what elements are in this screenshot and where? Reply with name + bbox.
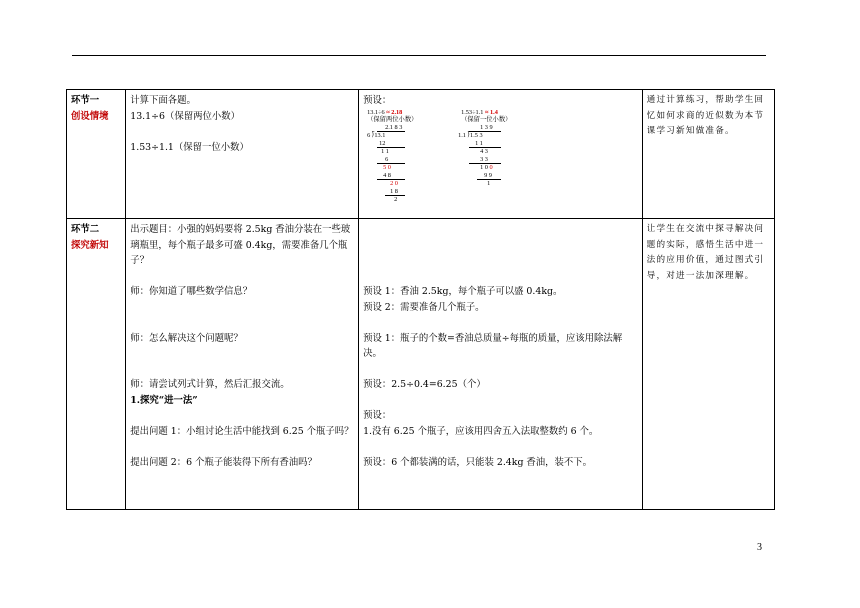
calc2-step: 1 0 0: [480, 163, 493, 171]
calc2-dividend: 1.1 ⟌1.5 3: [458, 131, 483, 139]
calc2-step: 1: [487, 179, 491, 187]
preset-label: 预设：: [363, 95, 392, 106]
discussion-question: 提出问题 2：6 个瓶子能装得下所有香油吗？: [130, 456, 317, 468]
table-row: [67, 90, 775, 219]
stage-cell: [67, 219, 126, 510]
preset-answer: 1.没有 6.25 个瓶子，应该用四舍五入法取整数约 6 个。: [363, 425, 599, 437]
stage-name: 探究新知: [71, 239, 109, 251]
calc2-quotient: 1 3 9: [480, 123, 493, 131]
design-intent: 通过计算练习，帮助学生回忆如何求商的近似数为本节课学习新知做准备。: [646, 95, 765, 136]
calc2-approx: ≈ 1.4: [485, 108, 498, 116]
question-2: 1.53÷1.1（保留一位小数）: [130, 141, 249, 153]
preset-answer: 预设 1：香油 2.5kg，每个瓶子可以盛 0.4kg。: [363, 286, 563, 297]
table-row: [67, 219, 775, 510]
division-figure-2: [461, 109, 581, 124]
calc1-note: （保留两位小数）: [367, 115, 418, 123]
activity-title: 计算下面各题。: [130, 95, 196, 106]
goal-cell: [642, 219, 774, 510]
calc1-step: 1 1: [381, 147, 389, 155]
stage-cell: [67, 90, 126, 219]
lesson-plan-table: [66, 89, 775, 510]
discussion-question: 提出问题 1：小组讨论生活中能找到 6.25 个瓶子吗？: [130, 425, 354, 437]
calc2-step: 4 3: [480, 147, 488, 155]
activity-cell: [126, 90, 359, 219]
calc1-quotient: 2.1 8 3: [385, 123, 403, 131]
preset-cell: [359, 219, 643, 510]
division-figures: [363, 109, 638, 209]
teacher-question: 师：请尝试列式计算，然后汇报交流。: [130, 379, 290, 390]
calc2-expr: 1.53÷1.1: [461, 108, 484, 116]
preset-answer: 预设：: [363, 410, 392, 421]
preset-answer: 预设：2.5÷0.4=6.25（个）: [363, 379, 486, 390]
calc1-dividend: 6 ⟌13.1: [367, 131, 386, 139]
design-intent: 让学生在交流中探寻解决问题的实际，感悟生活中进一法的应用价值，通过图式引导，对进一法加深理解。: [646, 224, 765, 281]
page-number: 3: [757, 542, 762, 553]
preset-cell: [359, 90, 643, 219]
preset-answer: 预设：6 个都装满的话，只能装 2.4kg 香油，装不下。: [363, 456, 593, 468]
question-1: 13.1÷6（保留两位小数）: [130, 110, 240, 122]
calc2-step: 9 9: [484, 171, 492, 179]
calc2-step: 3 3: [480, 155, 488, 163]
header-rule: [72, 55, 766, 56]
goal-cell: [642, 90, 774, 219]
calc1-step: 2 0: [390, 179, 398, 187]
calc1-step: 12: [379, 139, 386, 147]
teacher-question: 师：你知道了哪些数学信息？: [130, 286, 253, 297]
teacher-question: 师：怎么解决这个问题呢？: [130, 332, 243, 344]
calc1-step: 1 8: [390, 187, 398, 195]
calc1-step: 5 0: [383, 163, 391, 171]
stage-label: 环节二: [71, 224, 100, 235]
preset-answer: 预设 1：瓶子的个数=香油总质量÷每瓶的质量，应该用除法解决。: [363, 332, 623, 359]
problem-statement: 出示题目：小强的妈妈要将 2.5kg 香油分装在一些玻璃瓶里，每个瓶子最多可盛 0.4kg，需要准备几个瓶子？: [130, 224, 351, 266]
activity-cell: [126, 219, 359, 510]
calc1-expr: 13.1÷6: [367, 108, 385, 116]
calc1-step: 6: [385, 155, 389, 163]
calc1-step: 2: [394, 195, 398, 203]
calc2-note: （保留一位小数）: [461, 115, 512, 123]
calc1-approx: ≈ 2.18: [386, 108, 403, 116]
section-heading: 1.探究“进一法”: [130, 394, 198, 406]
calc2-step: 1 1: [475, 139, 483, 147]
calc1-step: 4 8: [383, 171, 391, 179]
stage-name: 创设情境: [71, 110, 109, 122]
preset-answer: 预设 2：需要准备几个瓶子。: [363, 301, 485, 313]
stage-label: 环节一: [71, 95, 100, 106]
